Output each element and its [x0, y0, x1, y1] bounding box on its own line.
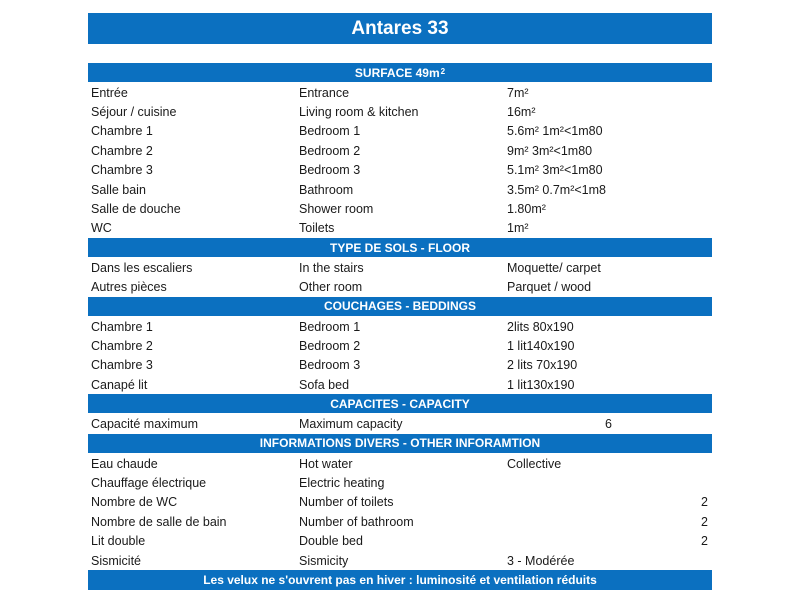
label-fr: Chambre 2 [91, 338, 153, 353]
value: 2lits 80x190 [507, 319, 574, 334]
section-header-capacity: CAPACITES - CAPACITY [88, 394, 712, 414]
label-fr: Dans les escaliers [91, 260, 193, 275]
table-row [88, 531, 712, 550]
label-fr: Chambre 1 [91, 319, 153, 334]
label-en: Living room & kitchen [299, 105, 419, 120]
table-row [88, 278, 712, 297]
label-en: Bedroom 1 [299, 124, 361, 139]
label-en: Bathroom [299, 182, 354, 197]
table-row [88, 122, 712, 141]
value: 2 [701, 534, 708, 549]
table-row [88, 141, 712, 160]
label-fr: Chambre 3 [91, 358, 153, 373]
label-fr: Capacité maximum [91, 417, 198, 432]
surface-header-sup: 2 [440, 67, 446, 76]
table-row [88, 199, 712, 218]
label-en: Sismicity [299, 553, 349, 568]
value: 2 [701, 495, 708, 510]
label-fr: Séjour / cuisine [91, 105, 177, 120]
table-row [88, 414, 712, 433]
table-row [88, 356, 712, 375]
label-fr: Chambre 1 [91, 124, 153, 139]
value: 7m² [507, 85, 529, 100]
label-fr: Autres pièces [91, 280, 167, 295]
section-header-floor: TYPE DE SOLS - FLOOR [88, 238, 712, 258]
label-fr: Chauffage électrique [91, 475, 207, 490]
value: Collective [507, 456, 562, 471]
surface-header-text: SURFACE 49m [354, 65, 440, 80]
label-en: Sofa bed [299, 377, 350, 392]
table-row [88, 375, 712, 394]
label-en: Double bed [299, 534, 363, 549]
value: 5.1m² 3m²<1m80 [507, 163, 603, 178]
label-en: Toilets [299, 221, 335, 236]
table-row [88, 473, 712, 492]
label-fr: Chambre 3 [91, 163, 153, 178]
label-fr: Nombre de salle de bain [91, 514, 227, 529]
label-fr: Nombre de WC [91, 495, 178, 510]
label-fr: Sismicité [91, 553, 142, 568]
value: Parquet / wood [507, 280, 592, 295]
label-en: Number of bathroom [299, 514, 414, 529]
table-row [88, 493, 712, 512]
value: 2 lits 70x190 [507, 358, 578, 373]
label-en: In the stairs [299, 260, 364, 275]
label-en: Maximum capacity [299, 417, 403, 432]
label-en: Electric heating [299, 475, 385, 490]
value: 3 - Modérée [507, 553, 575, 568]
label-fr: Salle de douche [91, 202, 181, 217]
value: 5.6m² 1m²<1m80 [507, 124, 603, 139]
label-en: Bedroom 2 [299, 143, 361, 158]
table-row [88, 219, 712, 238]
label-en: Bedroom 3 [299, 163, 361, 178]
section-header-info: INFORMATIONS DIVERS - OTHER INFORAMTION [88, 434, 712, 454]
value: Moquette/ carpet [507, 260, 601, 275]
label-en: Other room [299, 280, 363, 295]
label-fr: Eau chaude [91, 456, 158, 471]
value: 1 lit140x190 [507, 338, 575, 353]
section-header-surface [88, 63, 712, 83]
table-row [88, 161, 712, 180]
value: 1m² [507, 221, 529, 236]
table-row [88, 83, 712, 102]
label-en: Bedroom 2 [299, 338, 361, 353]
table-row [88, 317, 712, 336]
label-fr: Lit double [91, 534, 146, 549]
label-en: Number of toilets [299, 495, 394, 510]
section-header-beddings: COUCHAGES - BEDDINGS [88, 297, 712, 317]
label-fr: Entrée [91, 85, 128, 100]
value: 6 [605, 417, 612, 432]
table-row [88, 102, 712, 121]
label-fr: WC [91, 221, 112, 236]
table-row [88, 180, 712, 199]
value: 1.80m² [507, 202, 546, 217]
value: 2 [701, 514, 708, 529]
label-fr: Canapé lit [91, 377, 148, 392]
footer-note: Les velux ne s'ouvrent pas en hiver : luminosité et ventilation réduits [88, 570, 712, 590]
label-en: Hot water [299, 456, 353, 471]
table-row [88, 336, 712, 355]
value: 1 lit130x190 [507, 377, 575, 392]
label-fr: Chambre 2 [91, 143, 153, 158]
label-en: Bedroom 3 [299, 358, 361, 373]
table-row [88, 258, 712, 277]
page-title: Antares 33 [88, 13, 712, 44]
label-en: Shower room [299, 202, 374, 217]
value: 16m² [507, 105, 536, 120]
value: 9m² 3m²<1m80 [507, 143, 593, 158]
table-row [88, 454, 712, 473]
label-en: Entrance [299, 85, 350, 100]
label-fr: Salle bain [91, 182, 146, 197]
table-row [88, 551, 712, 570]
value: 3.5m² 0.7m²<1m8 [507, 182, 606, 197]
table-row [88, 512, 712, 531]
label-en: Bedroom 1 [299, 319, 361, 334]
info-sheet [88, 63, 712, 590]
